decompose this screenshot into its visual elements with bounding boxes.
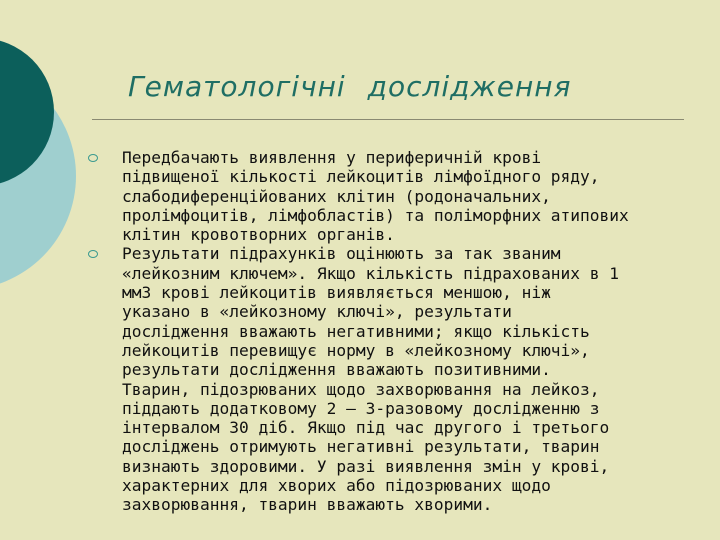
bullet-list: [88, 148, 708, 515]
text-line: результати дослідження вважають позитивними.: [122, 360, 551, 380]
bullet-marker-icon: [88, 250, 98, 258]
text-line: дослідження вважають негативними; якщо кількість: [122, 321, 590, 341]
bullet-item: [88, 148, 708, 244]
text-line: Передбачають виявлення у периферичній крові: [122, 148, 542, 167]
text-line: пролімфоцитів, лімфобластів) та поліморфних атипових: [122, 205, 629, 225]
text-line: клітин кровотворних органів.: [122, 225, 395, 245]
bullet-item: [88, 244, 708, 514]
bullet-text: [122, 244, 619, 514]
text-line: лейкоцитів перевищує норму в «лейкозному ключі»,: [122, 340, 590, 360]
text-line: визнають здоровими. У разі виявлення змін у крові,: [122, 456, 610, 476]
text-line: інтервалом 30 діб. Якщо під час другого і третього: [122, 418, 610, 438]
slide-title: Гематологічні дослідження: [128, 70, 572, 103]
text-line: підвищеної кількості лейкоцитів лімфоїдного ряду,: [122, 167, 600, 187]
title-divider: [92, 119, 684, 120]
bullet-text: [122, 148, 629, 244]
text-line: захворювання, тварин вважають хворими.: [122, 495, 493, 515]
bullet-marker-icon: [88, 154, 98, 162]
text-line: Результати підрахунків оцінюють за так званим: [122, 244, 561, 264]
text-line: мм3 крові лейкоцитів виявляється меншою, ніж: [122, 283, 551, 303]
text-line: «лейкозним ключем». Якщо кількість підрахованих в 1: [122, 263, 620, 283]
text-line: досліджень отримують негативні результати, тварин: [122, 437, 600, 457]
text-line: Тварин, підозрюваних щодо захворювання на лейкоз,: [122, 379, 600, 399]
text-line: слабодиференційованих клітин (родоначальних,: [122, 186, 551, 206]
text-line: піддають додатковому 2 – 3-разовому дослідженню з: [122, 398, 600, 418]
text-line: указано в «лейкозному ключі», результати: [122, 302, 512, 322]
text-line: характерних для хворих або підозрюваних щодо: [122, 476, 551, 496]
